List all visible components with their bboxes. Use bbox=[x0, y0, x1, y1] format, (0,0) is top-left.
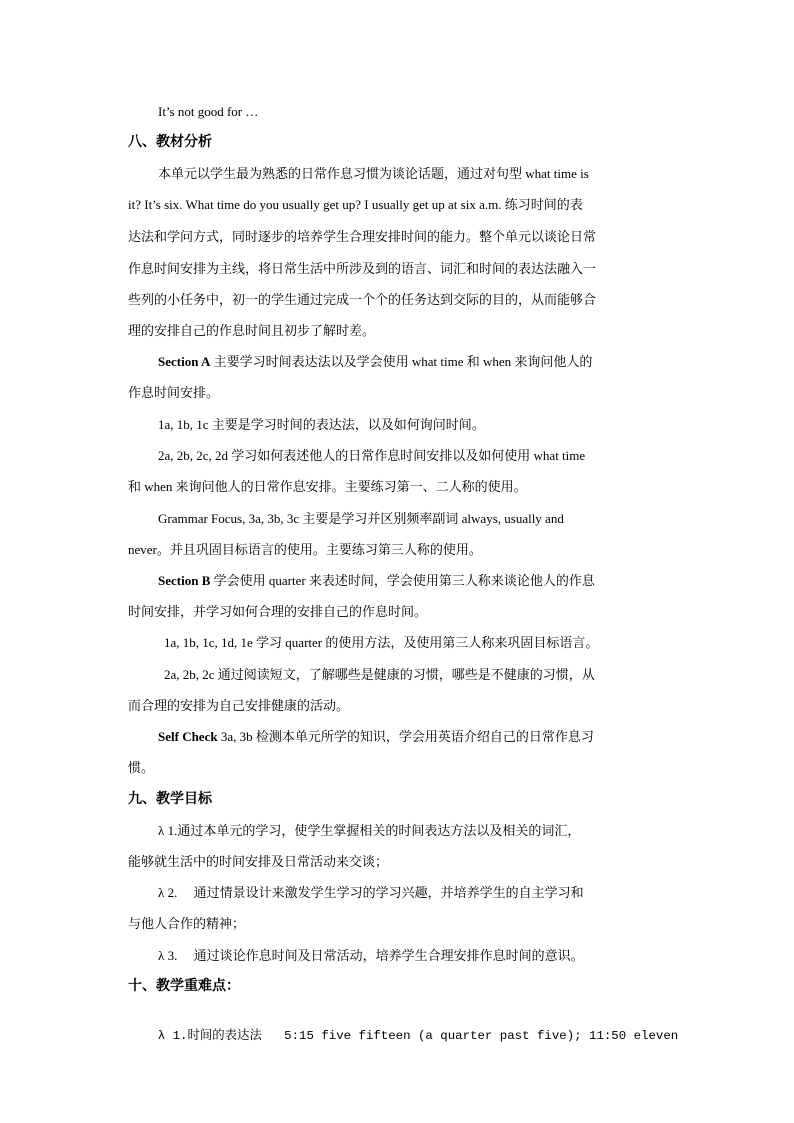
self-check-line2: 惯。 bbox=[128, 760, 155, 775]
section-9-heading: 九、教学目标 bbox=[128, 792, 212, 807]
goal-1-line1 bbox=[158, 822, 580, 840]
sec8-p1-line2: it? It’s six. What time do you usually get up? I usually get up at six a.m. 练习时间的表 bbox=[128, 197, 583, 212]
section-a-item3-line2: never。并且巩固目标语言的使用。主要练习第三人称的使用。 bbox=[128, 542, 482, 557]
section-b-item2-line2: 而合理的安排为自己安排健康的活动。 bbox=[128, 698, 350, 713]
sec8-p1-line6: 理的安排自己的作息时间且初步了解时差。 bbox=[128, 323, 376, 338]
goal-2-line1 bbox=[158, 884, 584, 902]
section-a-text: 主要学习时间表达法以及学会使用 what time 和 when 来询问他人的 bbox=[210, 354, 593, 369]
goal-2-line2: 与他人合作的精神； bbox=[128, 916, 246, 931]
sec8-p1-line4: 作息时间安排为主线，将日常生活中所涉及到的语言、词汇和时间的表达法融入一 bbox=[128, 261, 597, 276]
bullet-icon: λ bbox=[158, 885, 165, 900]
section-b-line1 bbox=[158, 572, 595, 590]
section-b-label: Section B bbox=[158, 573, 211, 588]
section-a-line1 bbox=[158, 353, 592, 371]
key-point-1-text: 1.时间的表达法 5:15 five fifteen (a quarter past five); 11:50 eleven bbox=[165, 1029, 679, 1043]
section-10-heading: 十、教学重难点： bbox=[128, 979, 240, 994]
section-b-item1: 1a, 1b, 1c, 1d, 1e 学习 quarter 的使用方法，及使用第三人称来巩固目标语言。 bbox=[164, 635, 599, 650]
section-a-item2-line1: 2a, 2b, 2c, 2d 学习如何表述他人的日常作息时间安排以及如何使用 what time bbox=[158, 448, 586, 463]
self-check-text: 3a, 3b 检测本单元所学的知识，学会用英语介绍自己的日常作息习 bbox=[217, 729, 594, 744]
section-a-line2: 作息时间安排。 bbox=[128, 385, 220, 400]
intro-line: It’s not good for … bbox=[158, 104, 259, 119]
section-a-label: Section A bbox=[158, 354, 211, 369]
goal-2-text: 2. 通过情景设计来激发学生学习的学习兴趣，并培养学生的自主学习和 bbox=[164, 885, 584, 900]
section-a-item3-line1: Grammar Focus, 3a, 3b, 3c 主要是学习并区别频率副词 always, usually and bbox=[158, 511, 564, 526]
goal-1-line2: 能够就生活中的时间安排及日常活动来交谈； bbox=[128, 854, 389, 869]
section-a-item2-line2: 和 when 来询问他人的日常作息安排。主要练习第一、二人称的使用。 bbox=[128, 479, 527, 494]
goal-3-text: 3. 通过谈论作息时间及日常活动，培养学生合理安排作息时间的意识。 bbox=[164, 948, 584, 963]
sec8-p1-line5: 些列的小任务中，初一的学生通过完成一个个的任务达到交际的目的，从而能够合 bbox=[128, 292, 597, 307]
self-check-line1 bbox=[158, 728, 594, 746]
self-check-label: Self Check bbox=[158, 729, 218, 744]
section-b-item2-line1: 2a, 2b, 2c 通过阅读短文，了解哪些是健康的习惯，哪些是不健康的习惯，从 bbox=[164, 667, 595, 682]
key-point-1 bbox=[128, 1009, 678, 1063]
bullet-icon: λ bbox=[158, 948, 165, 963]
section-b-text: 学会使用 quarter 来表述时间，学会使用第三人称来谈论他人的作息 bbox=[210, 573, 595, 588]
bullet-icon: λ bbox=[158, 823, 165, 838]
sec8-p1-line1: 本单元以学生最为熟悉的日常作息习惯为谈论话题，通过对句型 what time is bbox=[158, 166, 589, 181]
bullet-icon: λ bbox=[157, 1029, 166, 1043]
section-b-line2: 时间安排，并学习如何合理的安排自己的作息时间。 bbox=[128, 604, 428, 619]
goal-3-line1 bbox=[158, 947, 584, 965]
section-8-heading: 八、教材分析 bbox=[128, 135, 212, 150]
section-a-item1: 1a, 1b, 1c 主要是学习时间的表达法，以及如何询问时间。 bbox=[158, 417, 485, 432]
goal-1-text: 1.通过本单元的学习，使学生掌握相关的时间表达方法以及相关的词汇， bbox=[164, 823, 581, 838]
sec8-p1-line3: 达法和学问方式，同时逐步的培养学生合理安排时间的能力。整个单元以谈论日常 bbox=[128, 229, 597, 244]
